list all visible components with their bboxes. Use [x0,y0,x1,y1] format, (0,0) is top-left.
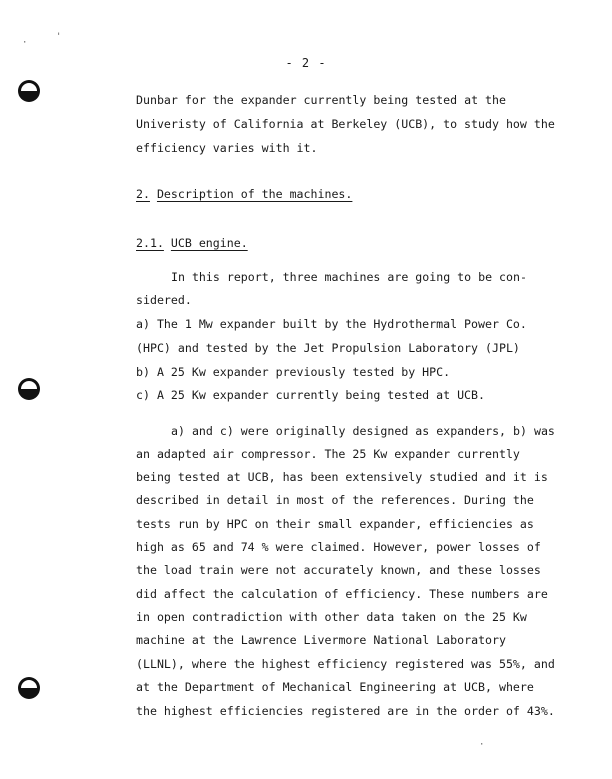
subsection-number: 2.1. [136,236,164,250]
scan-speck: · [479,740,485,750]
paragraph-line: at the Department of Mechanical Engineering at UCB, where [136,680,534,694]
machine-list-item: b) A 25 Kw expander previously tested by HPC. [136,365,451,379]
machine-list-item: (HPC) and tested by the Jet Propulsion Laboratory (JPL) [136,341,520,355]
paragraph-line: the load train were not accurately known, and these losses [136,563,541,577]
punch-hole-icon [18,677,40,699]
subsection-title: UCB engine. [170,236,248,250]
intro-line: Dunbar for the expander currently being tested at the [136,93,506,107]
section-title: Description of the machines. [156,187,353,201]
intro-line: efficiency varies with it. [136,141,318,155]
punch-hole-icon [18,80,40,102]
paragraph-line: an adapted air compressor. The 25 Kw expander currently [136,447,520,461]
machine-list-item: c) A 25 Kw expander currently being tested at UCB. [136,388,486,402]
paragraph-line: in open contradiction with other data taken on the 25 Kw [136,610,527,624]
section-number: 2. [136,187,150,201]
page-number: - 2 - [285,56,327,70]
paragraph-line: sidered. [136,293,192,307]
paragraph-line: a) and c) were originally designed as expanders, b) was [171,424,555,438]
paragraph-line: tests run by HPC on their small expander, efficiencies as [136,517,534,531]
paragraph-line: In this report, three machines are going to be con- [171,270,527,284]
punch-hole-icon [18,378,40,400]
paragraph-line: described in detail in most of the references. During the [136,493,534,507]
paragraph-line: high as 65 and 74 % were claimed. However, power losses of [136,540,541,554]
subsection-heading [136,235,506,251]
paragraph-line: the highest efficiencies registered are in the order of 43%. [136,704,555,718]
paragraph-line: being tested at UCB, has been extensively studied and it is [136,470,548,484]
paragraph-line: (LLNL), where the highest efficiency registered was 55%, and [136,657,555,671]
scan-speck: ' [56,32,62,42]
section-heading [136,186,506,202]
paragraph-line: machine at the Lawrence Livermore National Laboratory [136,633,506,647]
machine-list-item: a) The 1 Mw expander built by the Hydrothermal Power Co. [136,317,527,331]
scan-speck: · [22,38,28,48]
paragraph-line: did affect the calculation of efficiency. These numbers are [136,587,548,601]
intro-line: Univeristy of California at Berkeley (UCB), to study how the [136,117,555,131]
